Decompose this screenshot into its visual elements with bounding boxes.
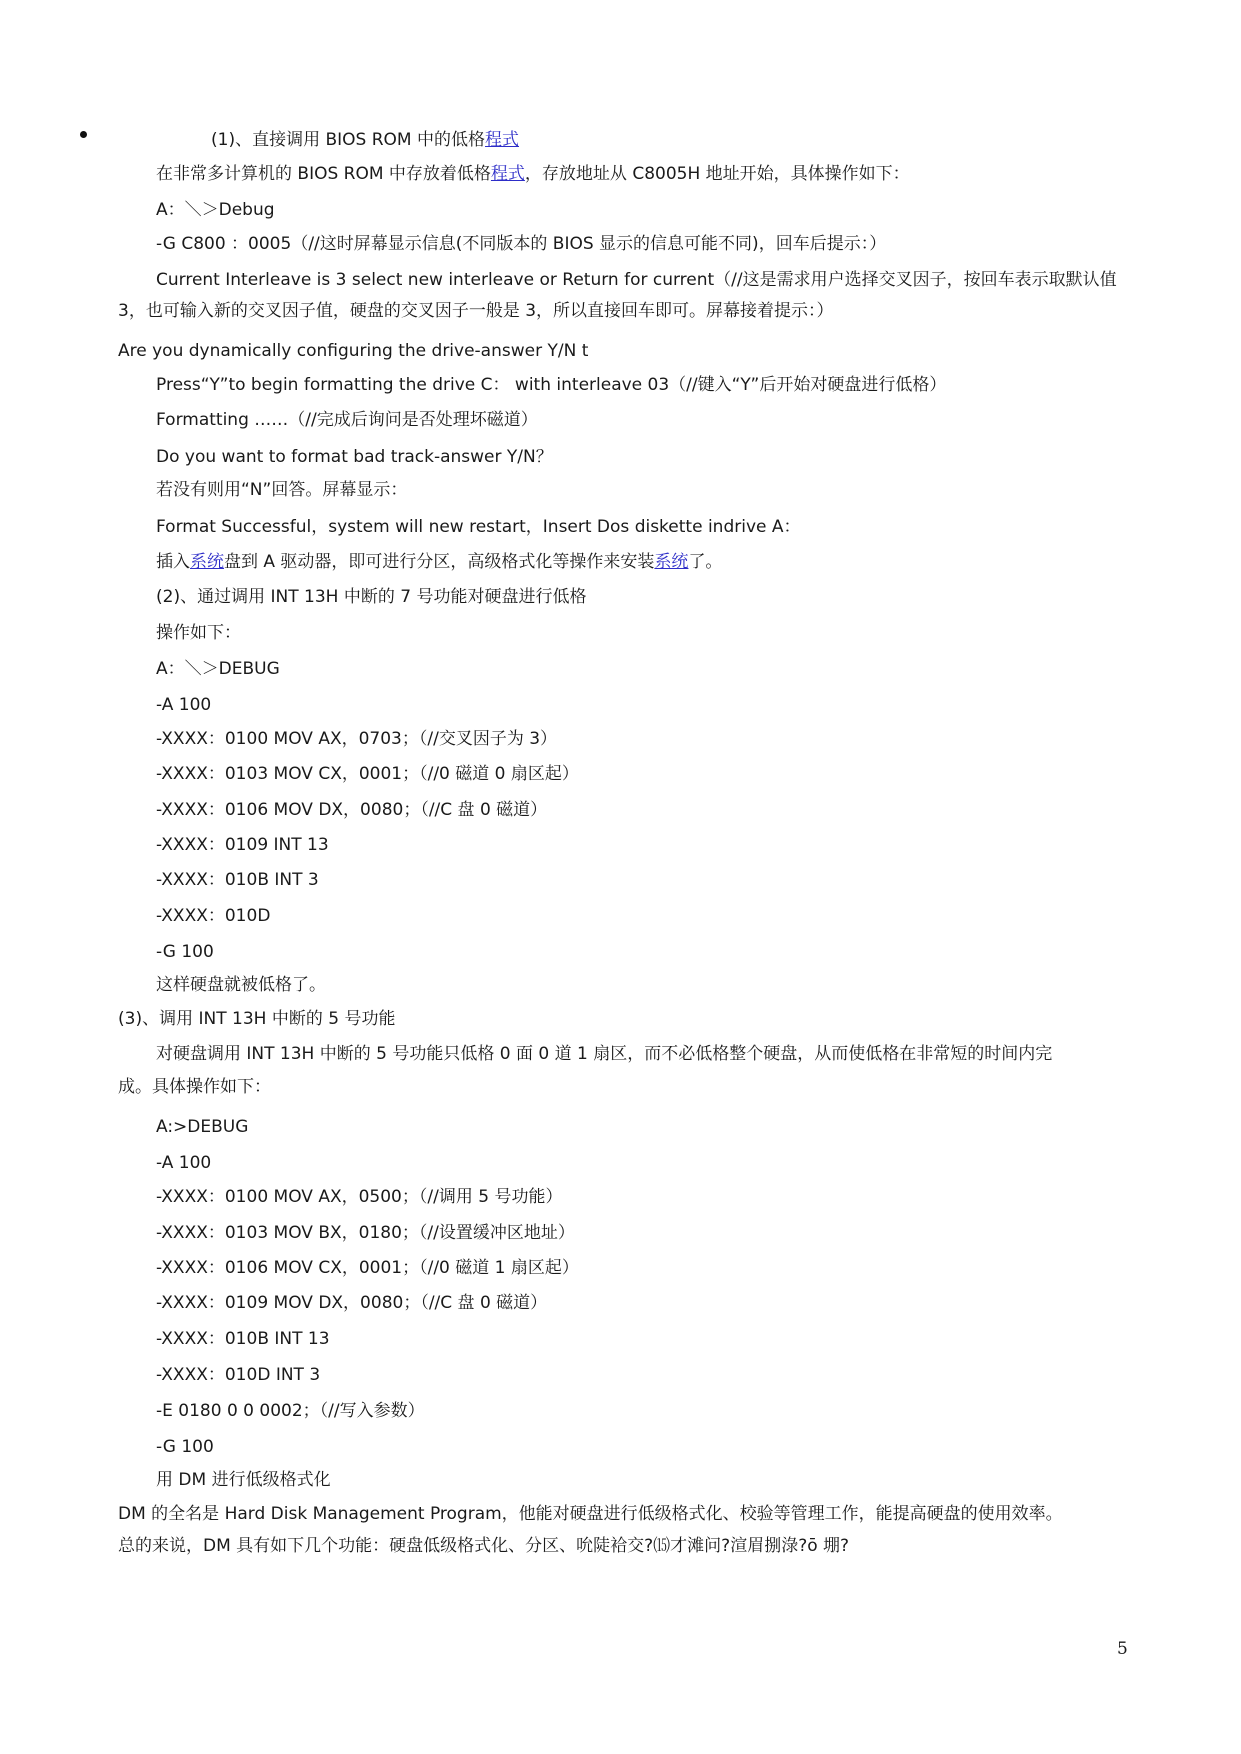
code-line: -XXXX：0109 MOV DX，0080；（//C 盘 0 磁道） bbox=[156, 1293, 548, 1313]
paragraph-line: 3，也可输入新的交叉因子值，硬盘的交叉因子一般是 3，所以直接回车即可。屏幕接着提示：） bbox=[118, 301, 834, 321]
code-line: -XXXX：0100 MOV AX，0500；（//调用 5 号功能） bbox=[156, 1187, 563, 1207]
paragraph-line bbox=[156, 163, 910, 185]
link-chengshi[interactable]: 程式 bbox=[490, 164, 525, 184]
code-line: -XXXX：010B INT 13 bbox=[156, 1329, 330, 1349]
code-line: -G 100 bbox=[156, 942, 214, 962]
page-number: 5 bbox=[1117, 1639, 1128, 1659]
code-line: -XXXX：0103 MOV BX，0180；（//设置缓冲区地址） bbox=[156, 1223, 575, 1243]
heading-1-text: (1)、直接调用 BIOS ROM 中的低格 bbox=[211, 130, 486, 150]
text-span: 在非常多计算机的 BIOS ROM 中存放着低格 bbox=[156, 164, 491, 184]
text-span: ，存放地址从 C8005H 地址开始，具体操作如下： bbox=[524, 164, 910, 184]
link-xitong[interactable]: 系统 bbox=[654, 552, 689, 572]
code-line: -XXXX：0106 MOV DX，0080；（//C 盘 0 磁道） bbox=[156, 800, 548, 820]
code-line: -XXXX：0100 MOV AX，0703；（//交叉因子为 3） bbox=[156, 729, 558, 749]
paragraph-line bbox=[156, 551, 722, 573]
paragraph-line: Do you want to format bad track-answer Y/N？ bbox=[156, 447, 553, 467]
code-line: -XXXX：010D bbox=[156, 906, 271, 926]
code-line: -XXXX：010D INT 3 bbox=[156, 1365, 321, 1385]
text-span: 盘到 A 驱动器，即可进行分区，高级格式化等操作来安装 bbox=[224, 552, 655, 572]
paragraph-line: Format Successful，system will new restart，Insert Dos diskette indrive A： bbox=[156, 517, 801, 537]
paragraph-line: 对硬盘调用 INT 13H 中断的 5 号功能只低格 0 面 0 道 1 扇区，而不必低格整个硬盘，从而使低格在非常短的时间内完 bbox=[156, 1044, 1053, 1064]
code-line: -A 100 bbox=[156, 1153, 212, 1173]
paragraph-line: 用 DM 进行低级格式化 bbox=[156, 1470, 331, 1490]
code-line: -XXXX：0109 INT 13 bbox=[156, 835, 329, 855]
heading-3: (3)、调用 INT 13H 中断的 5 号功能 bbox=[118, 1009, 396, 1029]
code-line: -G C800 ：0005（//这时屏幕显示信息(不同版本的 BIOS 显示的信息可能不同)，回车后提示：） bbox=[156, 234, 887, 254]
code-line: -G 100 bbox=[156, 1437, 214, 1457]
code-line: -XXXX：0106 MOV CX，0001；（//0 磁道 1 扇区起） bbox=[156, 1258, 579, 1278]
code-line: A：＼＞Debug bbox=[156, 200, 275, 220]
code-line: -A 100 bbox=[156, 695, 212, 715]
paragraph-line: 操作如下： bbox=[156, 623, 241, 643]
heading-1 bbox=[211, 129, 519, 151]
code-line: A:>DEBUG bbox=[156, 1117, 249, 1137]
paragraph-line: 总的来说，DM 具有如下几个功能：硬盘低级格式化、分区、吮陡袷交?⒂才滩问?渲眉捌淥?ō 堋? bbox=[118, 1536, 850, 1556]
link-xitong[interactable]: 系统 bbox=[190, 552, 224, 572]
code-line: A：＼＞DEBUG bbox=[156, 659, 280, 679]
paragraph-line: Press“Y”to begin formatting the drive C： with interleave 03（//键入“Y”后开始对硬盘进行低格） bbox=[156, 375, 947, 395]
heading-2: (2)、通过调用 INT 13H 中断的 7 号功能对硬盘进行低格 bbox=[156, 587, 587, 607]
paragraph-line: 若没有则用“N”回答。屏幕显示： bbox=[156, 480, 408, 500]
paragraph-line: Formatting ……（//完成后询问是否处理坏磁道） bbox=[156, 410, 538, 430]
text-span: 了。 bbox=[688, 552, 723, 572]
code-line: -E 0180 0 0 0002；（//写入参数） bbox=[156, 1401, 425, 1421]
link-chengshi[interactable]: 程式 bbox=[485, 130, 520, 150]
paragraph-line: DM 的全名是 Hard Disk Management Program，他能对硬盘进行低级格式化、校验等管理工作，能提高硬盘的使用效率。 bbox=[118, 1504, 1063, 1524]
paragraph-line: Are you dynamically configuring the drive-answer Y/N t bbox=[118, 341, 589, 361]
paragraph-line: 这样硬盘就被低格了。 bbox=[156, 975, 326, 995]
code-line: -XXXX：0103 MOV CX，0001；（//0 磁道 0 扇区起） bbox=[156, 764, 579, 784]
bullet-icon bbox=[80, 131, 87, 138]
paragraph-line: 成。具体操作如下： bbox=[118, 1077, 271, 1097]
text-span: 插入 bbox=[156, 552, 190, 572]
code-line: -XXXX：010B INT 3 bbox=[156, 870, 319, 890]
paragraph-line: Current Interleave is 3 select new interleave or Return for current（//这是需求用户选择交叉因子，按回车表示取默认值 bbox=[156, 270, 1117, 290]
